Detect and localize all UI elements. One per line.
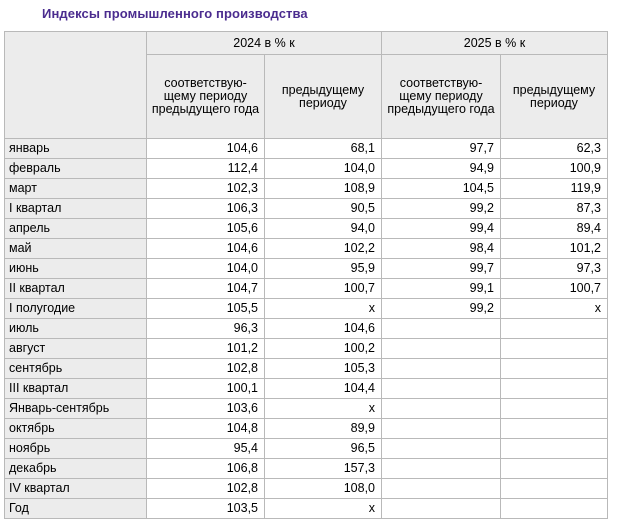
value-cell <box>382 319 501 339</box>
row-label: февраль <box>5 159 147 179</box>
header-2025-prev-period: предыдущему периоду <box>501 55 608 139</box>
value-cell: 105,3 <box>265 359 382 379</box>
value-cell <box>382 379 501 399</box>
table-row <box>5 259 608 279</box>
row-label: апрель <box>5 219 147 239</box>
value-cell <box>382 359 501 379</box>
value-cell: 104,7 <box>147 279 265 299</box>
row-label: октябрь <box>5 419 147 439</box>
table-row <box>5 399 608 419</box>
table-row <box>5 219 608 239</box>
value-cell: x <box>265 299 382 319</box>
value-cell: 119,9 <box>501 179 608 199</box>
value-cell: 104,6 <box>265 319 382 339</box>
header-2024: 2024 в % к <box>147 32 382 55</box>
value-cell: 104,8 <box>147 419 265 439</box>
value-cell: 104,4 <box>265 379 382 399</box>
value-cell: 103,6 <box>147 399 265 419</box>
value-cell: 106,3 <box>147 199 265 219</box>
value-cell: 104,0 <box>265 159 382 179</box>
value-cell: 108,9 <box>265 179 382 199</box>
row-label: июнь <box>5 259 147 279</box>
table-row <box>5 199 608 219</box>
row-label: I квартал <box>5 199 147 219</box>
row-label: ноябрь <box>5 439 147 459</box>
header-2025-same-period: соответствую-щему периоду предыдущего года <box>382 55 501 139</box>
value-cell: 95,4 <box>147 439 265 459</box>
value-cell: 102,2 <box>265 239 382 259</box>
table-row <box>5 439 608 459</box>
table-row <box>5 139 608 159</box>
table-row <box>5 479 608 499</box>
row-label: Январь-сентябрь <box>5 399 147 419</box>
value-cell <box>501 419 608 439</box>
value-cell: 112,4 <box>147 159 265 179</box>
value-cell: 99,2 <box>382 299 501 319</box>
value-cell: 94,0 <box>265 219 382 239</box>
value-cell: 97,7 <box>382 139 501 159</box>
value-cell: 102,8 <box>147 479 265 499</box>
production-index-table <box>4 31 608 519</box>
value-cell: 99,7 <box>382 259 501 279</box>
row-label: январь <box>5 139 147 159</box>
value-cell <box>501 459 608 479</box>
value-cell: 102,8 <box>147 359 265 379</box>
value-cell: 101,2 <box>501 239 608 259</box>
value-cell: 99,1 <box>382 279 501 299</box>
value-cell <box>382 479 501 499</box>
value-cell: x <box>501 299 608 319</box>
value-cell <box>382 339 501 359</box>
row-label: II квартал <box>5 279 147 299</box>
value-cell: 104,0 <box>147 259 265 279</box>
value-cell <box>382 459 501 479</box>
table-row <box>5 299 608 319</box>
value-cell: 95,9 <box>265 259 382 279</box>
value-cell <box>501 359 608 379</box>
value-cell: 100,9 <box>501 159 608 179</box>
value-cell: 87,3 <box>501 199 608 219</box>
row-label: III квартал <box>5 379 147 399</box>
value-cell: 98,4 <box>382 239 501 259</box>
value-cell: 101,2 <box>147 339 265 359</box>
table-row <box>5 339 608 359</box>
value-cell: 89,4 <box>501 219 608 239</box>
value-cell: 100,2 <box>265 339 382 359</box>
table-row <box>5 419 608 439</box>
value-cell <box>501 439 608 459</box>
value-cell: 103,5 <box>147 499 265 519</box>
value-cell: 68,1 <box>265 139 382 159</box>
table-row <box>5 239 608 259</box>
row-label: июль <box>5 319 147 339</box>
table-row <box>5 179 608 199</box>
value-cell: 97,3 <box>501 259 608 279</box>
header-2024-prev-period: предыдущему периоду <box>265 55 382 139</box>
value-cell: 96,3 <box>147 319 265 339</box>
table-row <box>5 359 608 379</box>
value-cell: 108,0 <box>265 479 382 499</box>
value-cell: 105,5 <box>147 299 265 319</box>
row-label: август <box>5 339 147 359</box>
value-cell: 96,5 <box>265 439 382 459</box>
value-cell <box>382 399 501 419</box>
value-cell: 100,1 <box>147 379 265 399</box>
row-label: май <box>5 239 147 259</box>
value-cell <box>382 439 501 459</box>
value-cell <box>501 379 608 399</box>
row-label: IV квартал <box>5 479 147 499</box>
header-corner-cell <box>5 32 147 139</box>
value-cell: 104,6 <box>147 239 265 259</box>
value-cell: 99,2 <box>382 199 501 219</box>
value-cell: 99,4 <box>382 219 501 239</box>
value-cell: 100,7 <box>265 279 382 299</box>
table-row <box>5 459 608 479</box>
value-cell <box>501 339 608 359</box>
table-row <box>5 319 608 339</box>
header-2025: 2025 в % к <box>382 32 608 55</box>
value-cell <box>501 319 608 339</box>
table-body <box>5 139 608 519</box>
value-cell <box>382 419 501 439</box>
value-cell: 157,3 <box>265 459 382 479</box>
header-2024-same-period: соответствую-щему периоду предыдущего года <box>147 55 265 139</box>
row-label: I полугодие <box>5 299 147 319</box>
value-cell: 106,8 <box>147 459 265 479</box>
row-label: декабрь <box>5 459 147 479</box>
value-cell: 94,9 <box>382 159 501 179</box>
value-cell: 104,6 <box>147 139 265 159</box>
value-cell: 105,6 <box>147 219 265 239</box>
value-cell: x <box>265 399 382 419</box>
value-cell <box>501 479 608 499</box>
row-label: сентябрь <box>5 359 147 379</box>
value-cell: 102,3 <box>147 179 265 199</box>
value-cell: x <box>265 499 382 519</box>
table-row <box>5 279 608 299</box>
row-label: март <box>5 179 147 199</box>
value-cell: 89,9 <box>265 419 382 439</box>
table-row <box>5 379 608 399</box>
row-label: Год <box>5 499 147 519</box>
value-cell: 62,3 <box>501 139 608 159</box>
value-cell <box>501 399 608 419</box>
value-cell: 104,5 <box>382 179 501 199</box>
value-cell: 90,5 <box>265 199 382 219</box>
table-row <box>5 159 608 179</box>
value-cell: 100,7 <box>501 279 608 299</box>
table-title: Индексы промышленного производства <box>42 6 308 21</box>
